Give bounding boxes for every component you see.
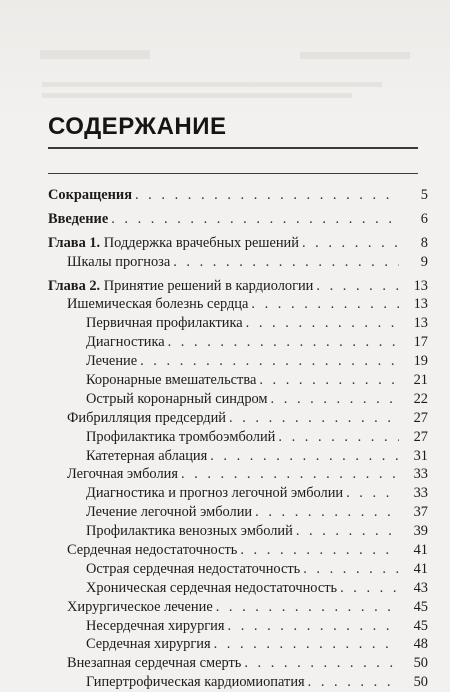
toc-entry-page-number: 41 bbox=[413, 542, 428, 559]
toc-entry-page-number: 33 bbox=[413, 485, 428, 502]
toc-entry-text: Первичная профилактика bbox=[86, 315, 243, 332]
dot-leader bbox=[140, 352, 399, 371]
toc-entry-label bbox=[86, 484, 343, 503]
dot-leader bbox=[346, 484, 399, 503]
dot-leader bbox=[181, 465, 399, 484]
dot-leader bbox=[111, 210, 399, 229]
dot-leader bbox=[303, 560, 399, 579]
toc-entry-label bbox=[86, 314, 243, 333]
toc-entry-text: Принятие решений в кардиологии bbox=[100, 277, 314, 294]
toc-entry-page-number: 13 bbox=[413, 296, 428, 313]
toc-entry-label bbox=[48, 210, 108, 229]
toc-entry-label bbox=[86, 560, 300, 579]
toc-entry bbox=[48, 673, 428, 692]
toc-entry-page-number: 22 bbox=[413, 390, 428, 407]
toc-entry-page-number: 27 bbox=[413, 409, 428, 426]
toc-entry-text: Лечение bbox=[86, 353, 138, 370]
toc-entry-page-number: 50 bbox=[413, 655, 428, 672]
toc-entry-page-number: 39 bbox=[413, 523, 428, 540]
toc-entry-text: Диагностика и прогноз легочной эмболии bbox=[86, 485, 344, 502]
toc-entry-text: Шкалы прогноза bbox=[67, 253, 171, 270]
toc-entry-text: Фибрилляция предсердий bbox=[67, 409, 226, 426]
toc-entry-text: Хирургическое лечение bbox=[67, 598, 213, 615]
dot-leader bbox=[308, 673, 399, 692]
toc-entry-label bbox=[67, 465, 178, 484]
dot-leader bbox=[302, 234, 399, 253]
toc-entry-text: Острая сердечная недостаточность bbox=[86, 560, 301, 577]
show-through-block bbox=[42, 93, 352, 98]
toc-entry-text: Профилактика венозных эмболий bbox=[86, 523, 293, 540]
toc-entry bbox=[48, 503, 428, 522]
toc-entry-text: Профилактика тромбоэмболий bbox=[86, 428, 276, 445]
toc-entry-bold-label: Глава 1. bbox=[48, 234, 101, 251]
toc-entry-text: Острый коронарный синдром bbox=[86, 390, 268, 407]
toc-entry-text: Поддержка врачебных решений bbox=[100, 234, 299, 251]
toc-entry bbox=[48, 210, 428, 229]
toc-entry-page-number: 21 bbox=[413, 372, 428, 389]
toc-entry-page-number: 33 bbox=[413, 466, 428, 483]
toc-entry-page-number: 8 bbox=[420, 234, 428, 251]
toc-entry bbox=[48, 371, 428, 390]
toc-entry bbox=[48, 295, 428, 314]
dot-leader bbox=[210, 447, 399, 466]
toc-entry bbox=[48, 390, 428, 409]
page-title: СОДЕРЖАНИЕ bbox=[48, 113, 227, 140]
toc-entry bbox=[48, 234, 428, 253]
toc-entry bbox=[48, 598, 428, 617]
toc-entry-text: Несердечная хирургия bbox=[86, 617, 225, 634]
toc-entry-page-number: 45 bbox=[413, 598, 428, 615]
toc-entry-text: Ишемическая болезнь сердца bbox=[67, 296, 249, 313]
toc-entry-page-number: 13 bbox=[413, 277, 428, 294]
dot-leader bbox=[168, 333, 399, 352]
show-through-block bbox=[300, 52, 410, 59]
toc-entry-label bbox=[48, 186, 132, 205]
toc-entry-text: Диагностика bbox=[86, 334, 165, 351]
toc-entry-label bbox=[86, 579, 337, 598]
dot-leader bbox=[251, 295, 399, 314]
toc-entry-text: Хроническая сердечная недостаточность bbox=[86, 579, 338, 596]
toc-entry bbox=[48, 617, 428, 636]
toc-entry-label bbox=[86, 333, 165, 352]
toc-entry-label bbox=[67, 253, 170, 272]
toc-entry-label bbox=[86, 390, 268, 409]
toc-entry-page-number: 5 bbox=[420, 187, 428, 203]
toc-entry-page-number: 43 bbox=[413, 579, 428, 596]
toc-entry bbox=[48, 654, 428, 673]
toc-entry bbox=[48, 428, 428, 447]
toc-entry bbox=[48, 579, 428, 598]
toc-entry-text: Катетерная аблация bbox=[86, 447, 208, 464]
title-rule bbox=[48, 147, 418, 149]
show-through-background bbox=[0, 0, 450, 120]
toc-entry-bold-label: Глава 2. bbox=[48, 277, 101, 294]
toc-entry-text: Лечение легочной эмболии bbox=[86, 504, 253, 521]
toc-entry-text: Гипертрофическая кардиомиопатия bbox=[86, 674, 305, 691]
toc-entry-label bbox=[86, 503, 252, 522]
dot-leader bbox=[214, 635, 399, 654]
toc-entry-label bbox=[86, 522, 293, 541]
toc-entry-page-number: 9 bbox=[420, 253, 428, 270]
show-through-block bbox=[42, 82, 382, 87]
toc-entry bbox=[48, 635, 428, 654]
toc-entry bbox=[48, 484, 428, 503]
toc-entry-label bbox=[86, 447, 207, 466]
toc-entry-label bbox=[48, 234, 299, 253]
toc-entry-text: Коронарные вмешательства bbox=[86, 372, 257, 389]
toc-entry-label bbox=[86, 617, 225, 636]
toc-entry bbox=[48, 541, 428, 560]
dot-leader bbox=[229, 409, 399, 428]
toc-entry-label bbox=[86, 673, 305, 692]
toc-entry-page-number: 41 bbox=[413, 560, 428, 577]
dot-leader bbox=[135, 186, 399, 205]
toc-entry-page-number: 17 bbox=[413, 334, 428, 351]
dot-leader bbox=[316, 277, 399, 296]
table-of-contents bbox=[48, 186, 428, 692]
toc-entry-label bbox=[67, 409, 226, 428]
toc-entry-label bbox=[67, 295, 248, 314]
dot-leader bbox=[246, 314, 399, 333]
dot-leader bbox=[173, 253, 399, 272]
toc-entry bbox=[48, 409, 428, 428]
dot-leader bbox=[255, 503, 399, 522]
dot-leader bbox=[228, 617, 399, 636]
toc-entry-label bbox=[67, 541, 237, 560]
toc-entry-bold-label: Введение bbox=[48, 210, 109, 227]
dot-leader bbox=[240, 541, 399, 560]
toc-entry-page-number: 50 bbox=[413, 674, 428, 691]
toc-entry bbox=[48, 465, 428, 484]
toc-entry bbox=[48, 314, 428, 333]
toc-entry-label bbox=[67, 598, 213, 617]
toc-entry-text: Сердечная хирургия bbox=[86, 636, 211, 653]
toc-entry-bold-label: Сокращения bbox=[48, 187, 132, 203]
toc-entry-label bbox=[67, 654, 241, 673]
toc-entry-label bbox=[86, 352, 137, 371]
toc-entry-text: Внезапная сердечная смерть bbox=[67, 655, 242, 672]
show-through-block bbox=[40, 50, 150, 59]
toc-entry bbox=[48, 186, 428, 205]
toc-entry bbox=[48, 253, 428, 272]
toc-entry-label bbox=[48, 277, 313, 296]
dot-leader bbox=[216, 598, 399, 617]
toc-entry-page-number: 37 bbox=[413, 504, 428, 521]
toc-entry-page-number: 31 bbox=[413, 447, 428, 464]
toc-entry bbox=[48, 560, 428, 579]
toc-entry-page-number: 45 bbox=[413, 617, 428, 634]
divider-rule bbox=[48, 173, 418, 174]
toc-entry bbox=[48, 333, 428, 352]
dot-leader bbox=[244, 654, 399, 673]
dot-leader bbox=[271, 390, 399, 409]
toc-entry-text: Легочная эмболия bbox=[67, 466, 178, 483]
toc-entry-page-number: 6 bbox=[420, 210, 428, 227]
toc-entry-text: Сердечная недостаточность bbox=[67, 542, 238, 559]
dot-leader bbox=[259, 371, 399, 390]
toc-entry bbox=[48, 447, 428, 466]
toc-entry-label bbox=[86, 428, 275, 447]
toc-entry-page-number: 27 bbox=[413, 428, 428, 445]
dot-leader bbox=[340, 579, 399, 598]
toc-entry-label bbox=[86, 371, 256, 390]
dot-leader bbox=[296, 522, 399, 541]
dot-leader bbox=[278, 428, 399, 447]
toc-entry bbox=[48, 277, 428, 296]
toc-entry bbox=[48, 522, 428, 541]
toc-entry-label bbox=[86, 635, 211, 654]
toc-entry-page-number: 19 bbox=[413, 353, 428, 370]
toc-entry-page-number: 13 bbox=[413, 315, 428, 332]
toc-entry bbox=[48, 352, 428, 371]
toc-entry-page-number: 48 bbox=[413, 636, 428, 653]
